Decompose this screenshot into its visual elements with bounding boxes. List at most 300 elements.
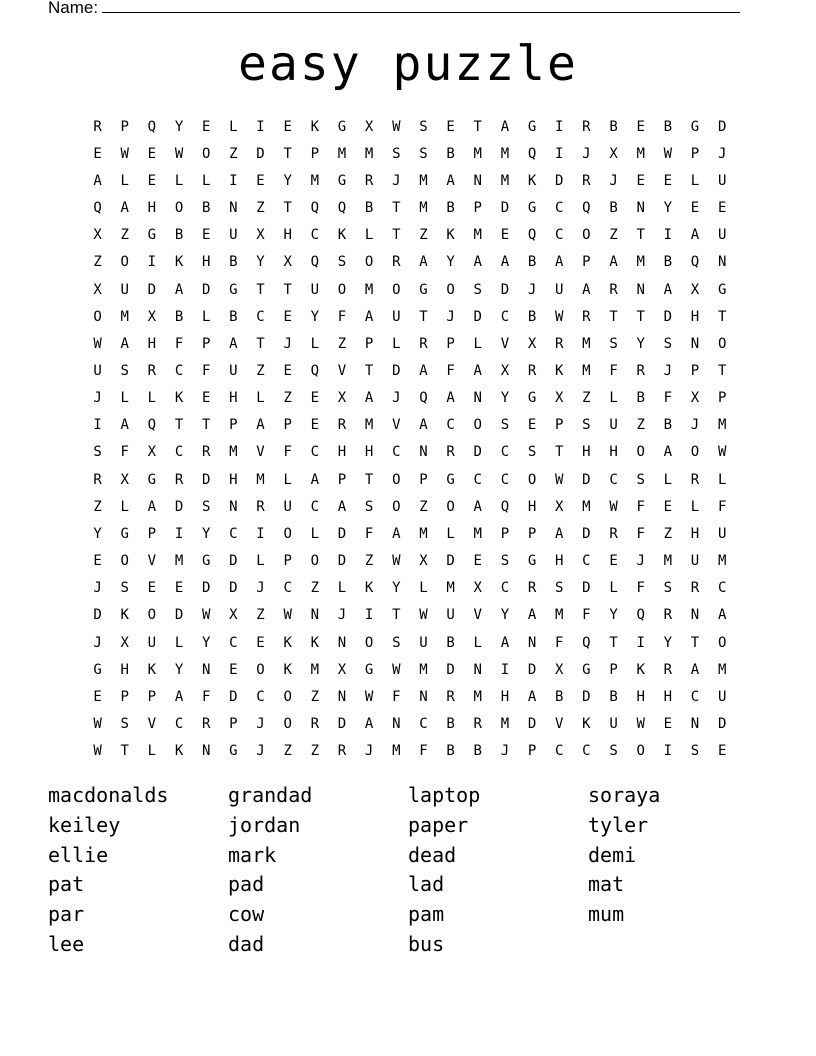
grid-letter[interactable]: G — [527, 553, 537, 570]
grid-letter[interactable]: M — [310, 661, 320, 678]
grid-letter[interactable]: H — [364, 444, 374, 461]
grid-letter[interactable]: H — [283, 227, 292, 244]
grid-letter[interactable]: N — [690, 716, 700, 733]
grid-letter[interactable]: D — [717, 118, 727, 135]
grid-letter[interactable]: T — [392, 227, 401, 244]
grid-letter[interactable]: M — [419, 172, 428, 189]
grid-letter[interactable]: G — [147, 227, 157, 244]
grid-letter[interactable]: S — [93, 444, 102, 461]
grid-letter[interactable]: C — [717, 580, 727, 597]
grid-letter[interactable]: G — [229, 281, 238, 298]
grid-letter[interactable]: A — [555, 254, 564, 271]
grid-letter[interactable]: R — [93, 471, 102, 488]
grid-letter[interactable]: C — [500, 580, 510, 597]
grid-letter[interactable]: O — [392, 471, 401, 488]
grid-letter[interactable]: J — [337, 607, 347, 624]
grid-letter[interactable]: A — [419, 254, 428, 271]
grid-letter[interactable]: E — [636, 172, 645, 189]
grid-letter[interactable]: R — [582, 172, 591, 189]
grid-letter[interactable]: E — [147, 172, 157, 189]
grid-letter[interactable]: P — [527, 525, 537, 542]
grid-letter[interactable]: I — [636, 634, 645, 651]
grid-letter[interactable]: P — [120, 118, 129, 135]
grid-letter[interactable]: R — [636, 362, 645, 379]
grid-letter[interactable]: P — [500, 525, 510, 542]
grid-letter[interactable]: L — [392, 335, 401, 352]
grid-letter[interactable]: C — [283, 580, 292, 597]
grid-letter[interactable]: B — [446, 716, 455, 733]
grid-letter[interactable]: U — [93, 362, 102, 379]
grid-letter[interactable]: M — [582, 335, 591, 352]
grid-letter[interactable]: B — [609, 118, 618, 135]
grid-letter[interactable]: W — [283, 607, 292, 624]
grid-letter[interactable]: I — [147, 254, 157, 271]
grid-letter[interactable]: A — [174, 281, 184, 298]
grid-letter[interactable]: D — [663, 308, 673, 325]
grid-letter[interactable]: L — [717, 471, 727, 488]
grid-letter[interactable]: T — [419, 308, 428, 325]
grid-letter[interactable]: A — [147, 498, 157, 515]
grid-letter[interactable]: U — [446, 607, 455, 624]
grid-letter[interactable]: N — [229, 498, 238, 515]
grid-letter[interactable]: M — [473, 227, 482, 244]
grid-letter[interactable]: J — [93, 580, 102, 597]
grid-letter[interactable]: T — [609, 308, 618, 325]
grid-letter[interactable]: H — [337, 444, 347, 461]
grid-letter[interactable]: T — [256, 335, 265, 352]
grid-letter[interactable]: G — [147, 471, 157, 488]
grid-letter[interactable]: Z — [582, 390, 591, 407]
grid-letter[interactable]: M — [636, 254, 645, 271]
grid-letter[interactable]: L — [609, 390, 618, 407]
grid-letter[interactable]: K — [147, 661, 157, 678]
grid-letter[interactable]: P — [527, 743, 537, 760]
grid-letter[interactable]: D — [527, 716, 537, 733]
grid-letter[interactable]: M — [582, 498, 591, 515]
grid-letter[interactable]: C — [690, 688, 700, 705]
grid-letter[interactable]: Q — [147, 417, 157, 434]
grid-letter[interactable]: F — [582, 607, 591, 624]
grid-letter[interactable]: F — [364, 525, 374, 542]
grid-letter[interactable]: E — [93, 145, 102, 162]
grid-letter[interactable]: L — [310, 335, 320, 352]
grid-letter[interactable]: E — [201, 390, 211, 407]
grid-letter[interactable]: O — [337, 281, 347, 298]
grid-letter[interactable]: W — [201, 607, 211, 624]
grid-letter[interactable]: S — [500, 553, 510, 570]
grid-letter[interactable]: E — [256, 634, 265, 651]
grid-letter[interactable]: E — [310, 417, 320, 434]
grid-letter[interactable]: X — [120, 471, 129, 488]
grid-letter[interactable]: H — [690, 525, 700, 542]
grid-letter[interactable]: U — [283, 498, 292, 515]
grid-letter[interactable]: E — [310, 390, 320, 407]
grid-letter[interactable]: B — [663, 118, 673, 135]
grid-letter[interactable]: E — [147, 580, 157, 597]
grid-letter[interactable]: O — [283, 525, 292, 542]
grid-letter[interactable]: W — [392, 661, 401, 678]
grid-letter[interactable]: L — [174, 634, 184, 651]
grid-letter[interactable]: L — [419, 580, 428, 597]
grid-letter[interactable]: C — [229, 525, 238, 542]
grid-letter[interactable]: L — [120, 172, 129, 189]
grid-letter[interactable]: C — [174, 444, 184, 461]
grid-letter[interactable]: X — [473, 580, 482, 597]
grid-letter[interactable]: E — [473, 553, 482, 570]
grid-letter[interactable]: A — [690, 227, 700, 244]
grid-letter[interactable]: R — [147, 362, 157, 379]
grid-letter[interactable]: H — [147, 200, 157, 217]
grid-letter[interactable]: C — [310, 227, 320, 244]
grid-letter[interactable]: H — [663, 688, 673, 705]
grid-letter[interactable]: Q — [419, 390, 428, 407]
grid-letter[interactable]: S — [663, 580, 673, 597]
grid-letter[interactable]: Y — [609, 607, 618, 624]
grid-letter[interactable]: K — [527, 172, 537, 189]
grid-letter[interactable]: T — [120, 743, 129, 760]
grid-letter[interactable]: A — [446, 390, 455, 407]
grid-letter[interactable]: R — [256, 498, 265, 515]
grid-letter[interactable]: F — [609, 362, 618, 379]
grid-letter[interactable]: V — [500, 335, 510, 352]
grid-letter[interactable]: A — [256, 417, 265, 434]
grid-letter[interactable]: B — [446, 145, 455, 162]
grid-letter[interactable]: C — [609, 471, 618, 488]
grid-letter[interactable]: R — [527, 580, 537, 597]
grid-letter[interactable]: N — [690, 335, 700, 352]
grid-letter[interactable]: D — [201, 281, 211, 298]
grid-letter[interactable]: I — [663, 227, 673, 244]
grid-letter[interactable]: P — [717, 390, 727, 407]
grid-letter[interactable]: T — [636, 308, 645, 325]
grid-letter[interactable]: F — [337, 308, 347, 325]
grid-letter[interactable]: Y — [500, 607, 510, 624]
grid-letter[interactable]: D — [337, 553, 347, 570]
grid-letter[interactable]: S — [609, 335, 618, 352]
grid-letter[interactable]: N — [229, 200, 238, 217]
grid-letter[interactable]: A — [473, 254, 482, 271]
grid-letter[interactable]: M — [473, 145, 482, 162]
grid-letter[interactable]: Z — [636, 417, 645, 434]
grid-letter[interactable]: C — [555, 200, 564, 217]
grid-letter[interactable]: D — [256, 145, 265, 162]
grid-letter[interactable]: Y — [663, 200, 673, 217]
grid-letter[interactable]: C — [446, 417, 455, 434]
grid-letter[interactable]: R — [690, 580, 700, 597]
grid-letter[interactable]: M — [473, 525, 482, 542]
grid-letter[interactable]: E — [717, 743, 727, 760]
grid-letter[interactable]: Y — [174, 118, 184, 135]
grid-letter[interactable]: U — [392, 308, 401, 325]
grid-letter[interactable]: U — [717, 172, 727, 189]
grid-letter[interactable]: P — [283, 417, 292, 434]
grid-letter[interactable]: J — [582, 145, 591, 162]
grid-letter[interactable]: Z — [283, 390, 292, 407]
grid-letter[interactable]: P — [283, 553, 292, 570]
grid-letter[interactable]: R — [174, 471, 184, 488]
grid-letter[interactable]: Z — [256, 200, 265, 217]
grid-letter[interactable]: Y — [201, 525, 211, 542]
grid-letter[interactable]: M — [473, 688, 482, 705]
grid-letter[interactable]: C — [582, 553, 591, 570]
grid-letter[interactable]: K — [174, 743, 184, 760]
grid-letter[interactable]: M — [364, 145, 374, 162]
grid-letter[interactable]: J — [500, 743, 510, 760]
grid-letter[interactable]: W — [120, 145, 129, 162]
grid-letter[interactable]: M — [500, 172, 510, 189]
grid-letter[interactable]: D — [201, 580, 211, 597]
grid-letter[interactable]: L — [690, 172, 700, 189]
grid-letter[interactable]: W — [717, 444, 727, 461]
grid-letter[interactable]: W — [419, 607, 428, 624]
grid-letter[interactable]: Q — [310, 254, 320, 271]
grid-letter[interactable]: B — [364, 200, 374, 217]
grid-letter[interactable]: N — [473, 661, 482, 678]
grid-letter[interactable]: N — [473, 172, 482, 189]
name-blank-line[interactable] — [102, 0, 740, 13]
grid-letter[interactable]: U — [147, 634, 157, 651]
grid-letter[interactable]: P — [201, 335, 211, 352]
grid-letter[interactable]: G — [364, 661, 374, 678]
grid-letter[interactable]: J — [392, 172, 401, 189]
grid-letter[interactable]: W — [93, 743, 102, 760]
grid-letter[interactable]: E — [663, 716, 673, 733]
grid-letter[interactable]: R — [201, 444, 211, 461]
grid-letter[interactable]: D — [337, 525, 347, 542]
grid-letter[interactable]: T — [555, 444, 564, 461]
grid-letter[interactable]: B — [229, 254, 238, 271]
grid-letter[interactable]: P — [147, 525, 157, 542]
grid-letter[interactable]: T — [609, 634, 618, 651]
grid-letter[interactable]: K — [555, 362, 564, 379]
grid-letter[interactable]: R — [364, 172, 374, 189]
grid-letter[interactable]: C — [500, 471, 510, 488]
grid-letter[interactable]: D — [582, 525, 591, 542]
grid-letter[interactable]: I — [256, 525, 265, 542]
grid-letter[interactable]: J — [527, 281, 537, 298]
grid-letter[interactable]: Q — [337, 200, 347, 217]
grid-letter[interactable]: X — [93, 281, 102, 298]
grid-letter[interactable]: V — [256, 444, 265, 461]
grid-letter[interactable]: X — [690, 281, 700, 298]
grid-letter[interactable]: J — [93, 634, 102, 651]
grid-letter[interactable]: N — [636, 200, 645, 217]
grid-letter[interactable]: E — [201, 118, 211, 135]
grid-letter[interactable]: C — [174, 362, 184, 379]
grid-letter[interactable]: O — [636, 743, 645, 760]
grid-letter[interactable]: A — [174, 688, 184, 705]
grid-letter[interactable]: B — [527, 254, 537, 271]
grid-letter[interactable]: D — [473, 308, 482, 325]
grid-letter[interactable]: A — [500, 254, 510, 271]
grid-letter[interactable]: M — [174, 553, 184, 570]
grid-letter[interactable]: O — [120, 553, 129, 570]
grid-letter[interactable]: U — [555, 281, 564, 298]
grid-letter[interactable]: B — [446, 743, 455, 760]
grid-letter[interactable]: U — [419, 634, 428, 651]
grid-letter[interactable]: X — [555, 498, 564, 515]
grid-letter[interactable]: L — [147, 743, 157, 760]
grid-letter[interactable]: N — [473, 390, 482, 407]
grid-letter[interactable]: L — [663, 471, 673, 488]
grid-letter[interactable]: H — [555, 553, 564, 570]
grid-letter[interactable]: A — [609, 254, 618, 271]
grid-letter[interactable]: N — [337, 634, 347, 651]
grid-letter[interactable]: Z — [337, 335, 347, 352]
grid-letter[interactable]: X — [419, 553, 428, 570]
grid-letter[interactable]: D — [446, 661, 455, 678]
grid-letter[interactable]: M — [446, 580, 455, 597]
grid-letter[interactable]: D — [229, 553, 238, 570]
grid-letter[interactable]: D — [582, 471, 591, 488]
grid-letter[interactable]: C — [310, 444, 320, 461]
grid-letter[interactable]: J — [446, 308, 455, 325]
grid-letter[interactable]: T — [283, 200, 292, 217]
grid-letter[interactable]: M — [120, 308, 129, 325]
grid-letter[interactable]: F — [636, 580, 645, 597]
grid-letter[interactable]: O — [310, 553, 320, 570]
grid-letter[interactable]: M — [636, 145, 645, 162]
grid-letter[interactable]: Q — [310, 362, 320, 379]
grid-letter[interactable]: J — [690, 417, 700, 434]
grid-letter[interactable]: S — [419, 118, 428, 135]
grid-letter[interactable]: F — [201, 688, 211, 705]
grid-letter[interactable]: L — [473, 335, 482, 352]
grid-letter[interactable]: G — [527, 118, 537, 135]
grid-letter[interactable]: P — [337, 471, 347, 488]
grid-letter[interactable]: H — [609, 444, 618, 461]
grid-letter[interactable]: D — [582, 580, 591, 597]
grid-letter[interactable]: M — [419, 525, 428, 542]
grid-letter[interactable]: M — [229, 444, 238, 461]
grid-letter[interactable]: E — [663, 498, 673, 515]
grid-letter[interactable]: P — [690, 362, 700, 379]
grid-letter[interactable]: H — [229, 471, 238, 488]
grid-letter[interactable]: E — [527, 417, 537, 434]
grid-letter[interactable]: F — [201, 362, 211, 379]
grid-letter[interactable]: K — [337, 227, 347, 244]
grid-letter[interactable]: S — [120, 580, 129, 597]
grid-letter[interactable]: L — [310, 525, 320, 542]
grid-letter[interactable]: D — [527, 661, 537, 678]
grid-letter[interactable]: E — [174, 580, 184, 597]
grid-letter[interactable]: O — [717, 634, 727, 651]
grid-letter[interactable]: H — [229, 390, 238, 407]
grid-letter[interactable]: G — [93, 661, 102, 678]
grid-letter[interactable]: X — [527, 335, 537, 352]
grid-letter[interactable]: T — [392, 607, 401, 624]
grid-letter[interactable]: R — [527, 362, 537, 379]
grid-letter[interactable]: E — [283, 308, 292, 325]
grid-letter[interactable]: N — [392, 716, 401, 733]
grid-letter[interactable]: Z — [310, 580, 320, 597]
grid-letter[interactable]: J — [283, 335, 292, 352]
grid-letter[interactable]: O — [392, 498, 401, 515]
grid-letter[interactable]: K — [174, 254, 184, 271]
grid-letter[interactable]: Y — [201, 634, 211, 651]
grid-letter[interactable]: H — [147, 335, 157, 352]
grid-letter[interactable]: J — [392, 390, 401, 407]
grid-letter[interactable]: Z — [120, 227, 129, 244]
grid-letter[interactable]: S — [392, 634, 401, 651]
grid-letter[interactable]: A — [310, 471, 320, 488]
grid-letter[interactable]: N — [690, 607, 700, 624]
grid-letter[interactable]: L — [120, 498, 129, 515]
grid-letter[interactable]: E — [446, 118, 455, 135]
grid-letter[interactable]: O — [690, 444, 700, 461]
grid-letter[interactable]: E — [93, 688, 102, 705]
grid-letter[interactable]: A — [500, 118, 510, 135]
grid-letter[interactable]: Z — [256, 607, 265, 624]
grid-letter[interactable]: A — [473, 362, 482, 379]
grid-letter[interactable]: Y — [256, 254, 265, 271]
grid-letter[interactable]: B — [201, 200, 211, 217]
grid-letter[interactable]: Z — [229, 145, 238, 162]
grid-letter[interactable]: J — [256, 743, 265, 760]
grid-letter[interactable]: J — [663, 362, 673, 379]
grid-letter[interactable]: T — [364, 362, 374, 379]
grid-letter[interactable]: D — [392, 362, 401, 379]
grid-letter[interactable]: R — [609, 525, 618, 542]
grid-letter[interactable]: B — [609, 200, 618, 217]
grid-letter[interactable]: M — [663, 553, 673, 570]
grid-letter[interactable]: J — [609, 172, 618, 189]
grid-letter[interactable]: Q — [636, 607, 645, 624]
grid-letter[interactable]: E — [283, 362, 292, 379]
grid-letter[interactable]: U — [229, 362, 238, 379]
grid-letter[interactable]: E — [93, 553, 102, 570]
grid-letter[interactable]: X — [283, 254, 292, 271]
grid-letter[interactable]: O — [392, 281, 401, 298]
grid-letter[interactable]: C — [500, 444, 510, 461]
grid-letter[interactable]: D — [201, 471, 211, 488]
grid-letter[interactable]: L — [609, 580, 618, 597]
grid-letter[interactable]: C — [174, 716, 184, 733]
grid-letter[interactable]: K — [582, 716, 591, 733]
grid-letter[interactable]: K — [174, 390, 184, 407]
grid-letter[interactable]: W — [663, 145, 673, 162]
grid-letter[interactable]: G — [120, 525, 129, 542]
grid-letter[interactable]: N — [310, 607, 320, 624]
grid-letter[interactable]: B — [446, 200, 455, 217]
grid-letter[interactable]: S — [582, 417, 591, 434]
grid-letter[interactable]: W — [609, 498, 618, 515]
grid-letter[interactable]: O — [473, 417, 482, 434]
grid-letter[interactable]: E — [636, 118, 645, 135]
grid-letter[interactable]: Q — [527, 227, 537, 244]
grid-letter[interactable]: O — [201, 145, 211, 162]
grid-letter[interactable]: A — [120, 335, 129, 352]
grid-letter[interactable]: G — [527, 390, 537, 407]
grid-letter[interactable]: N — [201, 743, 211, 760]
grid-letter[interactable]: O — [717, 335, 727, 352]
grid-letter[interactable]: L — [120, 390, 129, 407]
grid-letter[interactable]: C — [473, 471, 482, 488]
grid-letter[interactable]: H — [690, 308, 700, 325]
grid-letter[interactable]: U — [717, 688, 727, 705]
grid-letter[interactable]: N — [337, 688, 347, 705]
grid-letter[interactable]: R — [582, 308, 591, 325]
grid-letter[interactable]: M — [717, 661, 727, 678]
grid-letter[interactable]: K — [310, 634, 320, 651]
grid-letter[interactable]: R — [337, 417, 347, 434]
grid-letter[interactable]: M — [717, 417, 727, 434]
grid-letter[interactable]: A — [337, 498, 347, 515]
grid-letter[interactable]: A — [364, 716, 374, 733]
grid-letter[interactable]: R — [310, 716, 320, 733]
grid-letter[interactable]: V — [473, 607, 482, 624]
grid-letter[interactable]: T — [174, 417, 184, 434]
